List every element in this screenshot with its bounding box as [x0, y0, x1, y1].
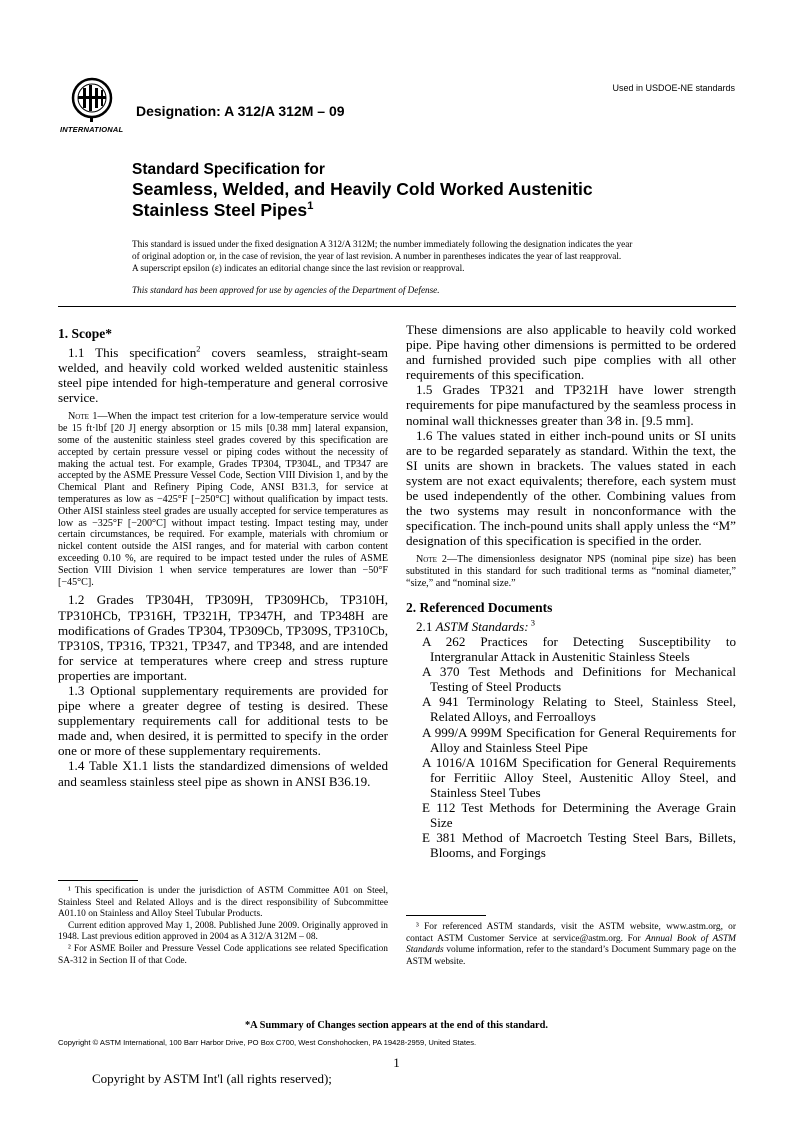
right-column	[406, 322, 736, 860]
astm-standards-list	[406, 634, 736, 860]
paragraph-1-2: 1.2 Grades TP304H, TP309H, TP309HCb, TP310H, TP310HCb, TP316H, TP321H, TP347H, and TP348H are modifications of Grades TP304, TP309Cb, TP309S, TP310Cb, TP310S, TP316, TP321, TP347, and TP348, and are intended for service at temperatures where creep and stress rupture properties are important.	[58, 592, 388, 683]
paragraph-1-3: 1.3 Optional supplementary requirements are provided for pipe where a greater degree of testing is desired. These supplementary requirements call for additional tests to be made and, when desired, it is permitted to specify in the order one or more of these supplementary requirements.	[58, 682, 388, 759]
title-line-2: Seamless, Welded, and Heavily Cold Worked Austenitic	[132, 179, 593, 199]
referenced-documents-heading: 2. Referenced Documents	[406, 599, 553, 615]
copyright-line: Copyright © ASTM International, 100 Barr Harbor Drive, PO Box C700, West Conshohocken, PA 19428-2959, United States.	[58, 1038, 477, 1047]
paragraph-1-4-continued: These dimensions are also applicable to heavily cold worked pipe. Pipe having other dimensions is permitted to be ordered and furnished provided such pipe complies with all other requirements of this specification.	[406, 322, 736, 383]
title-footnote-mark: 1	[307, 200, 314, 213]
list-item: A 1016/A 1016M Specification for General Requirements for Ferritiic Alloy Steel, Austenitic Alloy Steel, and Stainless Steel Tubes	[422, 754, 736, 800]
list-item: A 370 Test Methods and Definitions for Mechanical Testing of Steel Products	[422, 664, 736, 695]
paragraph-1-5: 1.5 Grades TP321 and TP321H have lower strength requirements for pipe manufactured by the seamless process in nominal wall thicknesses greater than 3⁄8 in. [9.5 mm].	[406, 382, 736, 428]
page-number: 1	[393, 1055, 400, 1070]
footnotes-left	[58, 886, 388, 967]
list-item: E 381 Method of Macroetch Testing Steel Bars, Billets, Blooms, and Forgings	[422, 830, 736, 861]
note-2: Note 2—The dimensionless designator NPS (nominal pipe size) has been substituted in this standard for such traditional terms as “nominal diameter,” “size,” and “nominal size.”	[406, 554, 737, 589]
footnote-1: ¹ This specification is under the jurisdiction of ASTM Committee A01 on Steel, Stainless Steel and Related Alloys and is the direct responsibility of Subcommittee A01.10 on Stainless and Alloy Steel Tubular Products.	[58, 886, 388, 920]
paragraph-1-1: 1.1 This specification$^2$ covers seamless, straight-seam welded, and heavily cold worked welded austenitic stainless steel pipe intended for high-temperature and general corrosive service.	[58, 343, 388, 406]
summary-of-changes-note: *A Summary of Changes section appears at the end of this standard.	[244, 1020, 549, 1031]
scope-heading: 1. Scope*	[58, 326, 112, 341]
designation: Designation: A 312/A 312M – 09	[136, 103, 345, 119]
footnote-2: ² For ASME Boiler and Pressure Vessel Code applications see related Specification SA-312 in Section II of that Code.	[58, 943, 388, 966]
list-item: A 262 Practices for Detecting Susceptibility to Intergranular Attack in Austenitic Stainless Steels	[422, 633, 736, 665]
list-item: A 941 Terminology Relating to Steel, Stainless Steel, Related Alloys, and Ferroalloys	[422, 694, 736, 725]
astm-logo	[60, 76, 124, 136]
notice-line: This standard is issued under the fixed designation A 312/A 312M; the number immediately following the designation indicates the year	[132, 239, 633, 249]
footnotes-right	[406, 922, 736, 968]
rights-notice: Copyright by ASTM Int'l (all rights reserved);	[92, 1071, 332, 1086]
footnote-3: ³ For referenced ASTM standards, visit the ASTM website, www.astm.org, or contact ASTM Customer Service at service@astm.org. For Annual Book of ASTM Standards volume information, refer to the standard’s Document Summary page on the ASTM website.	[406, 922, 736, 967]
title-line-3: Stainless Steel Pipes$^1$	[132, 200, 314, 220]
list-item: E 112 Test Methods for Determining the Average Grain Size	[422, 800, 736, 831]
document-title	[132, 160, 732, 221]
logo-subtitle: INTERNATIONAL	[60, 125, 124, 134]
notice-line: of original adoption or, in the case of revision, the year of last revision. A number in parentheses indicates the year of last reapproval.	[132, 251, 622, 261]
left-column	[58, 326, 388, 789]
footnote-1-edition: Current edition approved May 1, 2008. Published June 2009. Originally approved in 1948. Last previous edition approved in 2004 as A 312/A 312M – 08.	[58, 920, 388, 943]
usage-note: Used in USDOE-NE standards	[612, 83, 735, 93]
paragraph-1-4: 1.4 Table X1.1 lists the standardized dimensions of welded and seamless stainless steel pipe as shown in ANSI B36.19.	[58, 758, 388, 789]
defense-approval-note: This standard has been approved for use by agencies of the Department of Defense.	[132, 285, 440, 295]
list-item: A 999/A 999M Specification for General Requirements for Alloy and Stainless Steel Pipe	[422, 724, 736, 755]
standard-notice	[132, 238, 742, 274]
footnote-divider	[58, 880, 138, 881]
paragraph-1-6: 1.6 The values stated in either inch-pound units or SI units are to be regarded separately as standard. Within the text, the SI units are shown in brackets. The values stated in each system are not exact equivalents; therefore, each system must be used independently of the other. Combining values from the two systems may result in nonconformance with the specification. The inch-pound units shall apply unless the “M” designation of this specification is specified in the order.	[406, 427, 736, 549]
note-1: Note 1—When the impact test criterion for a low-temperature service would be 15 ft·lbf [20 J] energy absorption or 15 mils [0.38 mm] lateral expansion, some of the austenitic stainless steel grades covered by this specification are accepted by certain pressure vessel or piping codes without the necessity of making the actual test. For example, Grades TP304, TP304L, and TP347 are accepted by the ASME Pressure Vessel Code, Section VIII Division 1, and by the Chemical Plant and Refinery Piping Code, ANSI B31.3, for service at temperatures as low as −425°F [−250°C] without qualification by impact tests. Other AISI stainless steel grades are usually accepted for service temperatures as low as −325°F [−200°C] without impact testing. Impact testing may, under certain circumstances, be required. For example, materials with chromium or nickel content outside the AISI ranges, and for material with carbon content exceeding 0.10 %, are required to be impact tested under the rules of ASME Section VIII Division 1 when service temperatures are lower than −50°F [−45°C].	[58, 411, 388, 588]
paragraph-2-1: 2.1 ASTM Standards: $^3$	[416, 617, 536, 634]
footnote-divider	[406, 915, 486, 916]
title-line-1: Standard Specification for	[132, 161, 325, 178]
notice-line: A superscript epsilon (ε) indicates an editorial change since the last revision or reapproval.	[132, 263, 465, 273]
divider	[58, 306, 736, 307]
